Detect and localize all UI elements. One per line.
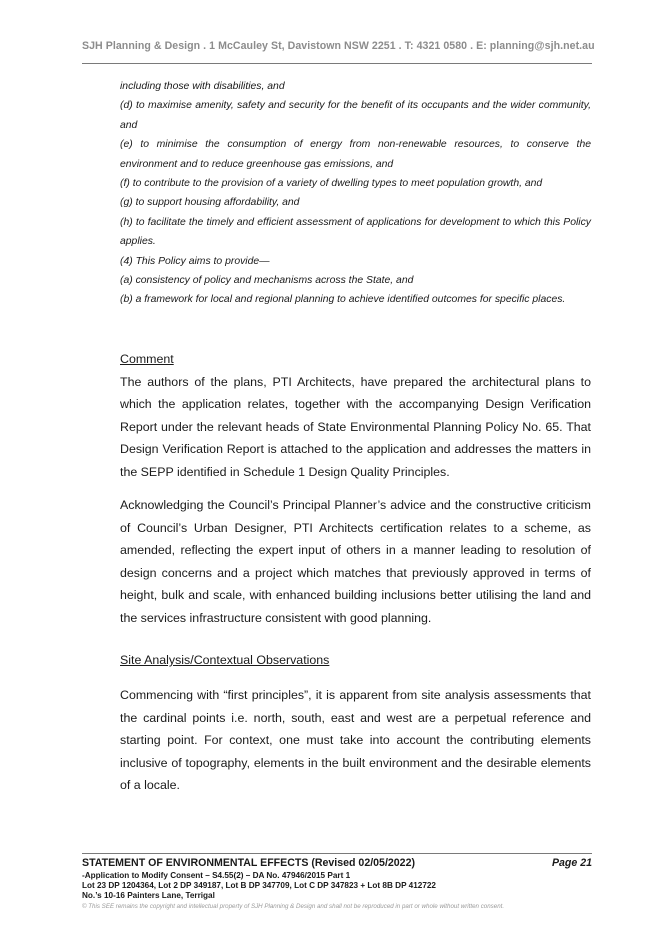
quote-line: (f) to contribute to the provision of a variety of dwelling types to meet population growth, and — [120, 178, 543, 190]
comment-section — [120, 348, 591, 484]
header-divider — [82, 63, 592, 64]
footer-title: STATEMENT OF ENVIRONMENTAL EFFECTS (Revised 02/05/2022) — [82, 857, 415, 869]
quote-line: (h) to facilitate the timely and efficient assessment of applications for development to which this Policy applies. — [120, 216, 591, 248]
quote-line: (g) to support housing affordability, and — [120, 197, 300, 209]
footer-divider — [82, 853, 592, 854]
quote-line: (b) a framework for local and regional planning to achieve identified outcomes for specific places. — [120, 294, 566, 306]
comment-paragraph-2: Acknowledging the Council’s Principal Planner’s advice and the constructive criticism of Council’s Urban Designer, PTI Architects certification relates to a scheme, as amended, reflecting the expert input of others in a manner leading to resolution of design concerns and a project which matches that previously approved in terms of height, bulk and scale, with enhanced building inclusions better utilising the land and the services infrastructure consistent with good planning. — [120, 498, 591, 625]
site-analysis-body — [120, 684, 591, 797]
footer-address: No.’s 10-16 Painters Lane, Terrigal — [82, 891, 215, 900]
site-analysis-heading: Site Analysis/Contextual Observations — [120, 653, 330, 667]
copyright-notice: © This SEE remains the copyright and intellectual property of SJH Planning & Design and shall not be reproduced in part or whole without written consent. — [82, 903, 505, 910]
site-analysis-section — [120, 649, 591, 672]
quote-line: (e) to minimise the consumption of energy from non-renewable resources, to conserve the environment and to reduce greenhouse gas emissions, and — [120, 139, 591, 170]
quote-line: including those with disabilities, and — [120, 81, 285, 92]
footer-application: -Application to Modify Consent – S4.55(2) – DA No. 47946/2015 Part 1 — [82, 871, 351, 880]
policy-quote — [120, 77, 591, 310]
page-number: Page 21 — [551, 857, 592, 869]
footer-lots: Lot 23 DP 1204364, Lot 2 DP 349187, Lot B DP 347709, Lot C DP 347823 + Lot 8B DP 412722 — [82, 881, 436, 890]
quote-line: (a) consistency of policy and mechanisms across the State, and — [120, 275, 414, 287]
comment-paragraph-1: The authors of the plans, PTI Architects, have prepared the architectural plans to which the application relates, together with the accompanying Design Verification Report under the relevant heads of State Environmental Planning Policy No. 65. That Design Verification Report is attached to the application and addresses the matters in the SEPP identified in Schedule 1 Design Quality Principles. — [120, 374, 591, 479]
comment-paragraph-2-block — [120, 494, 591, 630]
quote-line: (d) to maximise amenity, safety and security for the benefit of its occupants and the wider community, and — [120, 100, 591, 131]
quote-line: (4) This Policy aims to provide— — [120, 255, 270, 267]
site-analysis-paragraph-1: Commencing with “first principles”, it is apparent from site analysis assessments that the cardinal points i.e. north, south, east and west are a perpetual reference and starting point. For context, one must take into account the contributing elements inclusive of topography, elements in the built environment and the desirable elements of a locale. — [120, 688, 591, 793]
page-header: SJH Planning & Design . 1 McCauley St, Davistown NSW 2251 . T: 4321 0580 . E: planning@sjh.net.au — [82, 40, 595, 52]
comment-heading: Comment — [120, 352, 174, 366]
